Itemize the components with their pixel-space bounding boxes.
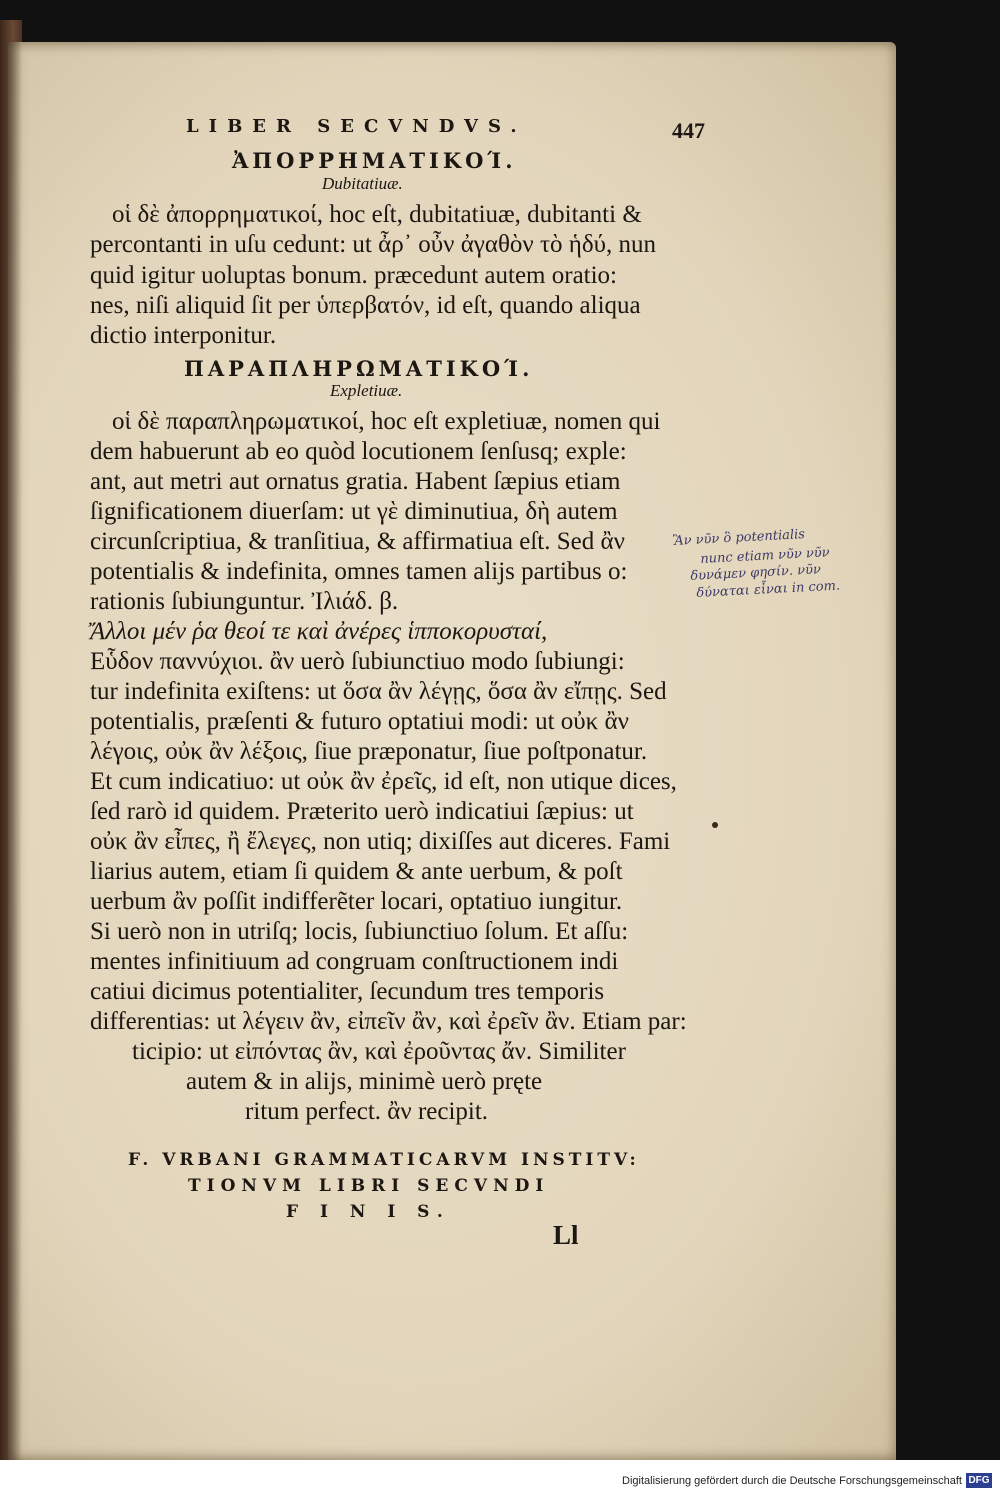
verse-quote-line: Ἄλλοι μέν ῥα θεοί τε καὶ ἀνέρες ἱπποκορυσταί, xyxy=(90,618,548,645)
section-subheading-latin: Expletiuæ. xyxy=(330,381,403,400)
ink-speck xyxy=(712,822,718,828)
section-subheading-latin: Dubitatiuæ. xyxy=(322,174,403,193)
margin-annotation-line: δύναται εἶναι in com. xyxy=(696,578,841,601)
text-line: differentias: ut λέγειν ἂν, εἰπεῖν ἂν, καὶ ἐρεῖν ἂν. Etiam par: xyxy=(90,1008,687,1035)
text-line: mentes infinitiuum ad congruam conſtructionem indi xyxy=(90,948,619,975)
margin-annotation-line: nunc etiam νῦν νῦν xyxy=(700,545,830,567)
text-line: quid igitur uoluptas bonum. præcedunt autem oratio: xyxy=(90,262,618,289)
text-line: οἱ δὲ παραπληρωματικοί, hoc eſt expletiuæ, nomen qui xyxy=(112,408,661,435)
text-line: ticipio: ut εἰπόντας ἂν, καὶ ἐροῦντας ἄν. Similiter xyxy=(132,1038,626,1065)
footer-bar xyxy=(0,1460,1000,1493)
margin-annotation-line: Ἂν νῦν ὃ potentialis xyxy=(672,527,806,549)
page-gutter-shadow xyxy=(8,42,22,1460)
text-line: tur indefinita exiſtens: ut ὅσα ἂν λέγῃς, ὅσα ἂν εἴπῃς. Sed xyxy=(90,678,667,705)
text-line: ritum perfect. ἂν recipit. xyxy=(245,1098,489,1125)
text-line: autem & in alijs, minimè uerò pręte xyxy=(186,1068,543,1095)
footer-credit: Digitalisierung gefördert durch die Deutsche Forschungsgemeinschaft xyxy=(622,1475,962,1487)
text-line: οἱ δὲ ἀπορρηματικοί, hoc eſt, dubitatiuæ, dubitanti & xyxy=(112,201,642,228)
text-line: dem habuerunt ab eo quòd locutionem ſenſusq; exple: xyxy=(90,438,627,465)
text-line: ant, aut metri aut ornatus gratia. Habent ſæpius etiam xyxy=(90,468,621,495)
text-line: circunſcriptiua, & tranſitiua, & affirmatiua eſt. Sed ἂν xyxy=(90,528,625,555)
text-line: catiui dicimus potentialiter, ſecundum tres temporis xyxy=(90,978,605,1005)
text-line: percontanti in uſu cedunt: ut ἆρ᾽ οὖν ἀγαθὸν τὸ ἡδύ, nun xyxy=(90,231,657,258)
colophon-line: TIONVM LIBRI SECVNDI xyxy=(188,1176,550,1196)
text-line: Si uerò non in utriſq; locis, ſubiunctiuo ſolum. Et aſſu: xyxy=(90,918,629,945)
margin-annotation-line: δυνάμεν φησίν. νῦν xyxy=(690,562,822,584)
text-line: λέγοις, οὐκ ἂν λέξοις, ſiue præponatur, ſiue poſtponatur. xyxy=(90,738,648,765)
text-line: rationis ſubiunguntur. Ἰλιάδ. β. xyxy=(90,588,399,615)
signature-mark: Ll xyxy=(553,1220,579,1250)
dfg-logo: DFG xyxy=(966,1473,992,1488)
running-title: LIBER SECVNDVS. xyxy=(186,116,527,137)
section-heading-greek: ΠΑΡΑΠΛΗΡΩΜΑΤΙΚΟΊ. xyxy=(184,356,534,381)
colophon-line: F I N I S. xyxy=(286,1202,451,1222)
text-line: Εὗδον παννύχιοι. ἂν uerò ſubiunctiuo modo ſubiungi: xyxy=(90,648,625,675)
text-line: potentialis & indefinita, omnes tamen alijs partibus o: xyxy=(90,558,628,585)
text-line: ſignificationem diuerſam: ut γὲ diminutiua, δὴ autem xyxy=(90,498,618,525)
text-line: potentialis, præſenti & futuro optatiui modi: ut οὐκ ἂν xyxy=(90,708,629,735)
section-heading-greek: ἈΠΟΡΡΗΜΑΤΙΚΟΊ. xyxy=(232,148,517,173)
colophon-line: F. VRBANI GRAMMATICARVM INSTITV: xyxy=(128,1150,640,1170)
text-line: ſed rarò id quidem. Præterito uerò indicatiui ſæpius: ut xyxy=(90,798,634,825)
text-line: οὐκ ἂν εἶπες, ἢ ἔλεγες, non utiq; dixiſſes aut diceres. Fami xyxy=(90,828,671,855)
text-line: dictio interponitur. xyxy=(90,322,277,349)
text-line: liarius autem, etiam ſi quidem & ante uerbum, & poſt xyxy=(90,858,623,885)
text-line: Et cum indicatiuo: ut οὐκ ἂν ἐρεῖς, id eſt, non utique dices, xyxy=(90,768,677,795)
text-line: nes, niſi aliquid ſit per ὑπερβατόν, id eſt, quando aliqua xyxy=(90,292,641,319)
text-line: uerbum ἂν poſſit indifferẽter locari, optatiuo iungitur. xyxy=(90,888,623,915)
page-number: 447 xyxy=(672,118,705,143)
